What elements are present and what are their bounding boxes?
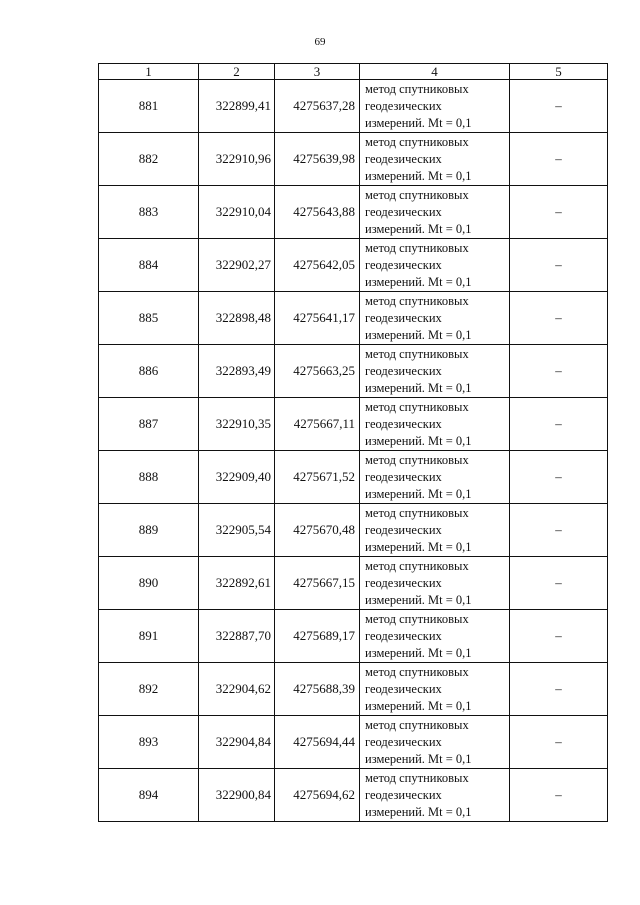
point-number-cell: 894 [99,769,199,822]
table-row [99,133,608,186]
note-cell [510,769,608,822]
x-coordinate-cell: 322910,96 [199,133,275,186]
method-text-line: метод спутниковых [365,717,469,732]
table-row [99,292,608,345]
note-cell [510,557,608,610]
method-text-line: измерений. Mt = 0,1 [365,645,472,660]
point-number-cell: 885 [99,292,199,345]
y-coordinate-cell: 4275694,44 [275,716,360,769]
table-body [99,80,608,822]
y-coordinate-cell: 4275671,52 [275,451,360,504]
note-dash: – [555,469,562,484]
x-coordinate-cell: 322902,27 [199,239,275,292]
method-text-line: геодезических [365,575,442,590]
table-row [99,557,608,610]
table-row [99,398,608,451]
method-cell [360,504,510,557]
header-row [99,64,608,80]
x-coordinate-cell: 322910,04 [199,186,275,239]
note-dash: – [555,575,562,590]
point-number-cell: 889 [99,504,199,557]
method-text-line: метод спутниковых [365,505,469,520]
method-cell [360,186,510,239]
method-text-line: измерений. Mt = 0,1 [365,751,472,766]
x-coordinate-cell: 322910,35 [199,398,275,451]
point-number-cell: 890 [99,557,199,610]
method-text-line: метод спутниковых [365,240,469,255]
note-dash: – [555,363,562,378]
method-text-line: геодезических [365,363,442,378]
method-cell [360,769,510,822]
method-text-line: геодезических [365,151,442,166]
point-number-cell: 883 [99,186,199,239]
note-dash: – [555,787,562,802]
note-dash: – [555,204,562,219]
column-header-5: 5 [510,64,608,80]
y-coordinate-cell: 4275667,11 [275,398,360,451]
note-dash: – [555,734,562,749]
point-number-cell: 892 [99,663,199,716]
method-text-line: измерений. Mt = 0,1 [365,168,472,183]
method-text-line: измерений. Mt = 0,1 [365,380,472,395]
note-cell [510,504,608,557]
point-number-cell: 886 [99,345,199,398]
note-cell [510,186,608,239]
note-dash: – [555,628,562,643]
method-text-line: метод спутниковых [365,399,469,414]
method-text-line: геодезических [365,310,442,325]
note-cell [510,239,608,292]
method-cell [360,663,510,716]
x-coordinate-cell: 322887,70 [199,610,275,663]
point-number-cell: 888 [99,451,199,504]
method-text-line: измерений. Mt = 0,1 [365,274,472,289]
x-coordinate-cell: 322900,84 [199,769,275,822]
method-text-line: измерений. Mt = 0,1 [365,327,472,342]
table-row [99,451,608,504]
method-cell [360,451,510,504]
y-coordinate-cell: 4275667,15 [275,557,360,610]
note-cell [510,663,608,716]
note-cell [510,345,608,398]
method-text-line: метод спутниковых [365,81,469,96]
column-header-2: 2 [199,64,275,80]
x-coordinate-cell: 322899,41 [199,80,275,133]
table-row [99,80,608,133]
method-text-line: геодезических [365,787,442,802]
point-number-cell: 891 [99,610,199,663]
x-coordinate-cell: 322904,84 [199,716,275,769]
note-cell [510,716,608,769]
point-number-cell: 884 [99,239,199,292]
method-text-line: измерений. Mt = 0,1 [365,592,472,607]
method-text-line: измерений. Mt = 0,1 [365,221,472,236]
note-cell [510,133,608,186]
method-text-line: измерений. Mt = 0,1 [365,433,472,448]
method-text-line: измерений. Mt = 0,1 [365,698,472,713]
x-coordinate-cell: 322909,40 [199,451,275,504]
method-text-line: измерений. Mt = 0,1 [365,539,472,554]
note-cell [510,451,608,504]
y-coordinate-cell: 4275637,28 [275,80,360,133]
method-text-line: геодезических [365,469,442,484]
method-cell [360,292,510,345]
table-row [99,239,608,292]
y-coordinate-cell: 4275670,48 [275,504,360,557]
method-text-line: измерений. Mt = 0,1 [365,804,472,819]
note-dash: – [555,98,562,113]
note-cell [510,292,608,345]
point-number-cell: 882 [99,133,199,186]
method-text-line: геодезических [365,416,442,431]
method-cell [360,610,510,663]
y-coordinate-cell: 4275643,88 [275,186,360,239]
column-header-1: 1 [99,64,199,80]
coordinates-table [98,63,608,822]
method-text-line: геодезических [365,204,442,219]
y-coordinate-cell: 4275689,17 [275,610,360,663]
x-coordinate-cell: 322892,61 [199,557,275,610]
note-dash: – [555,257,562,272]
column-header-3: 3 [275,64,360,80]
note-dash: – [555,522,562,537]
note-dash: – [555,416,562,431]
note-cell [510,610,608,663]
table-row [99,345,608,398]
method-text-line: геодезических [365,681,442,696]
method-text-line: метод спутниковых [365,293,469,308]
column-header-4: 4 [360,64,510,80]
table-header [99,64,608,80]
x-coordinate-cell: 322905,54 [199,504,275,557]
x-coordinate-cell: 322904,62 [199,663,275,716]
y-coordinate-cell: 4275642,05 [275,239,360,292]
table-row [99,716,608,769]
method-text-line: геодезических [365,98,442,113]
method-cell [360,398,510,451]
x-coordinate-cell: 322893,49 [199,345,275,398]
method-text-line: геодезических [365,522,442,537]
table-row [99,769,608,822]
note-dash: – [555,681,562,696]
method-text-line: геодезических [365,257,442,272]
x-coordinate-cell: 322898,48 [199,292,275,345]
point-number-cell: 881 [99,80,199,133]
method-cell [360,80,510,133]
note-cell [510,398,608,451]
point-number-cell: 887 [99,398,199,451]
method-cell [360,239,510,292]
y-coordinate-cell: 4275641,17 [275,292,360,345]
table-row [99,504,608,557]
page-number: 69 [314,36,326,48]
method-text-line: метод спутниковых [365,611,469,626]
method-text-line: измерений. Mt = 0,1 [365,486,472,501]
y-coordinate-cell: 4275663,25 [275,345,360,398]
table-row [99,186,608,239]
method-text-line: геодезических [365,734,442,749]
table-row [99,610,608,663]
y-coordinate-cell: 4275688,39 [275,663,360,716]
method-text-line: метод спутниковых [365,664,469,679]
method-text-line: измерений. Mt = 0,1 [365,115,472,130]
method-cell [360,716,510,769]
method-text-line: метод спутниковых [365,346,469,361]
note-cell [510,80,608,133]
method-text-line: метод спутниковых [365,770,469,785]
method-text-line: метод спутниковых [365,187,469,202]
point-number-cell: 893 [99,716,199,769]
method-text-line: метод спутниковых [365,452,469,467]
method-text-line: метод спутниковых [365,558,469,573]
method-cell [360,345,510,398]
table-row [99,663,608,716]
method-text-line: геодезических [365,628,442,643]
note-dash: – [555,310,562,325]
y-coordinate-cell: 4275639,98 [275,133,360,186]
y-coordinate-cell: 4275694,62 [275,769,360,822]
method-text-line: метод спутниковых [365,134,469,149]
method-cell [360,557,510,610]
method-cell [360,133,510,186]
note-dash: – [555,151,562,166]
